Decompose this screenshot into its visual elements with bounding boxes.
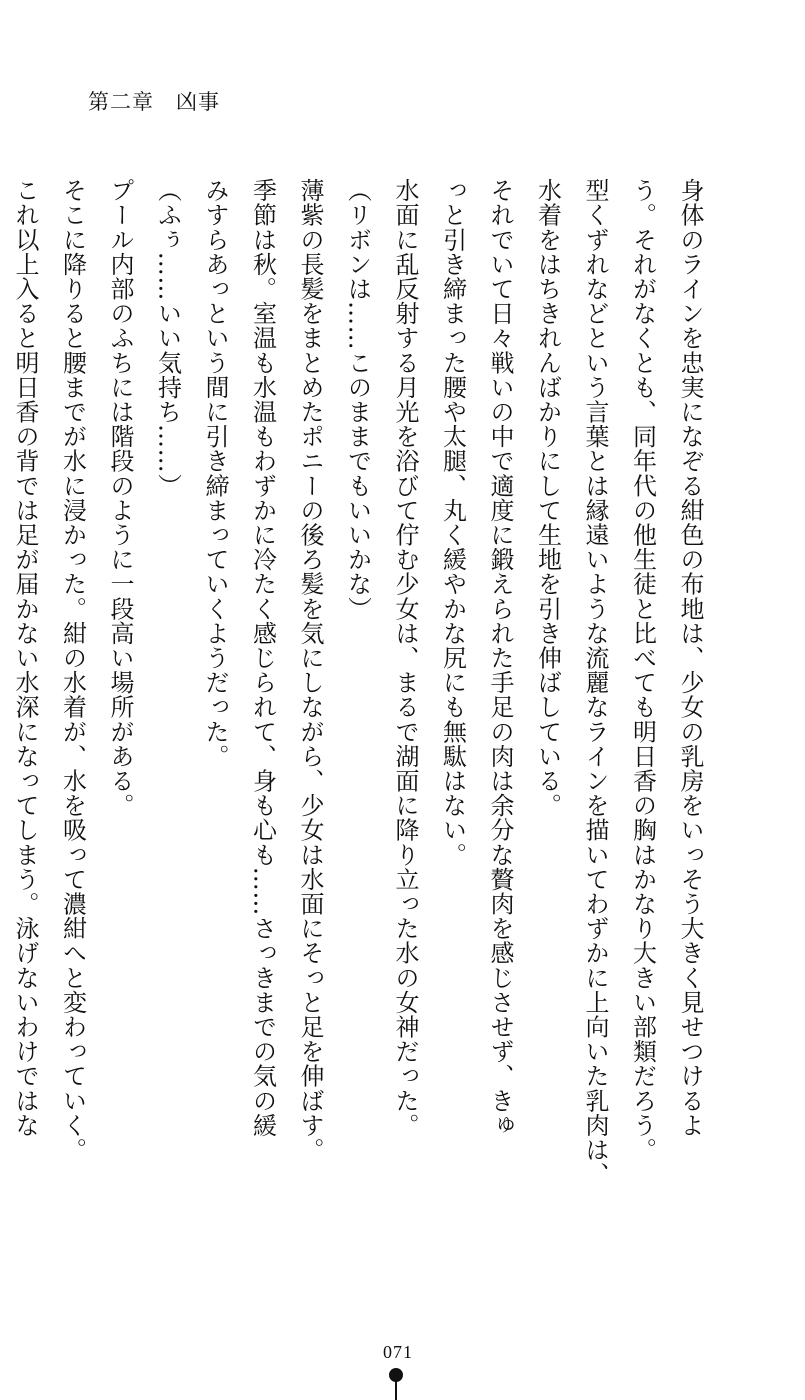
body-text bbox=[0, 178, 713, 1187]
paragraph-7: プール内部のふちには階段のように一段高い場所がある。 bbox=[106, 178, 134, 818]
page-number: 071 bbox=[383, 1342, 413, 1362]
paragraph-1: 身体のラインを忠実になぞる紺色の布地は、少女の乳房をいっそう大きく見せつけるよ う。それがなくとも、同年代の他生徒と比べても明日香の胸はかなり大きい部類だろう。 型くずれなどという言葉とは縁遠いような流麗なラインを描いてわずかに上向いた乳肉は、 水着をはちきれんばかりにして生地を引き伸ばしている。 bbox=[533, 178, 704, 1187]
chapter-title: 第二章 凶事 bbox=[88, 90, 220, 114]
paragraph-4: （リボンは……このままでもいいかな） bbox=[343, 178, 372, 621]
paragraph-2: それでいて日々戦いの中で適度に鍛えられた手足の肉は余分な贅肉を感じさせず、きゅ っと引き締まった腰や太腿、丸く緩やかな尻にも無駄はない。 bbox=[438, 178, 514, 1138]
paragraph-6: （ふぅ……いい気持ち……） bbox=[153, 178, 182, 498]
paragraph-5: 薄紫の長髪をまとめたポニーの後ろ髪を気にしながら、少女は水面にそっと足を伸ばす。 季節は秋。室温も水温もわずかに冷たく感じられて、身も心も……さっきまでの気の緩 みすらあっという間に引き締まっていくようだった。 bbox=[201, 178, 324, 1162]
paragraph-3: 水面に乱反射する月光を浴びて佇む少女は、まるで湖面に降り立った水の女神だった。 bbox=[391, 178, 419, 1138]
paragraph-8: そこに降りると腰までが水に浸かった。紺の水着が、水を吸って濃紺へと変わっていく。 これ以上入ると明日香の背では足が届かない水深になってしまう。泳げないわけではな bbox=[11, 178, 87, 1162]
page-marker-rule bbox=[395, 1380, 397, 1400]
